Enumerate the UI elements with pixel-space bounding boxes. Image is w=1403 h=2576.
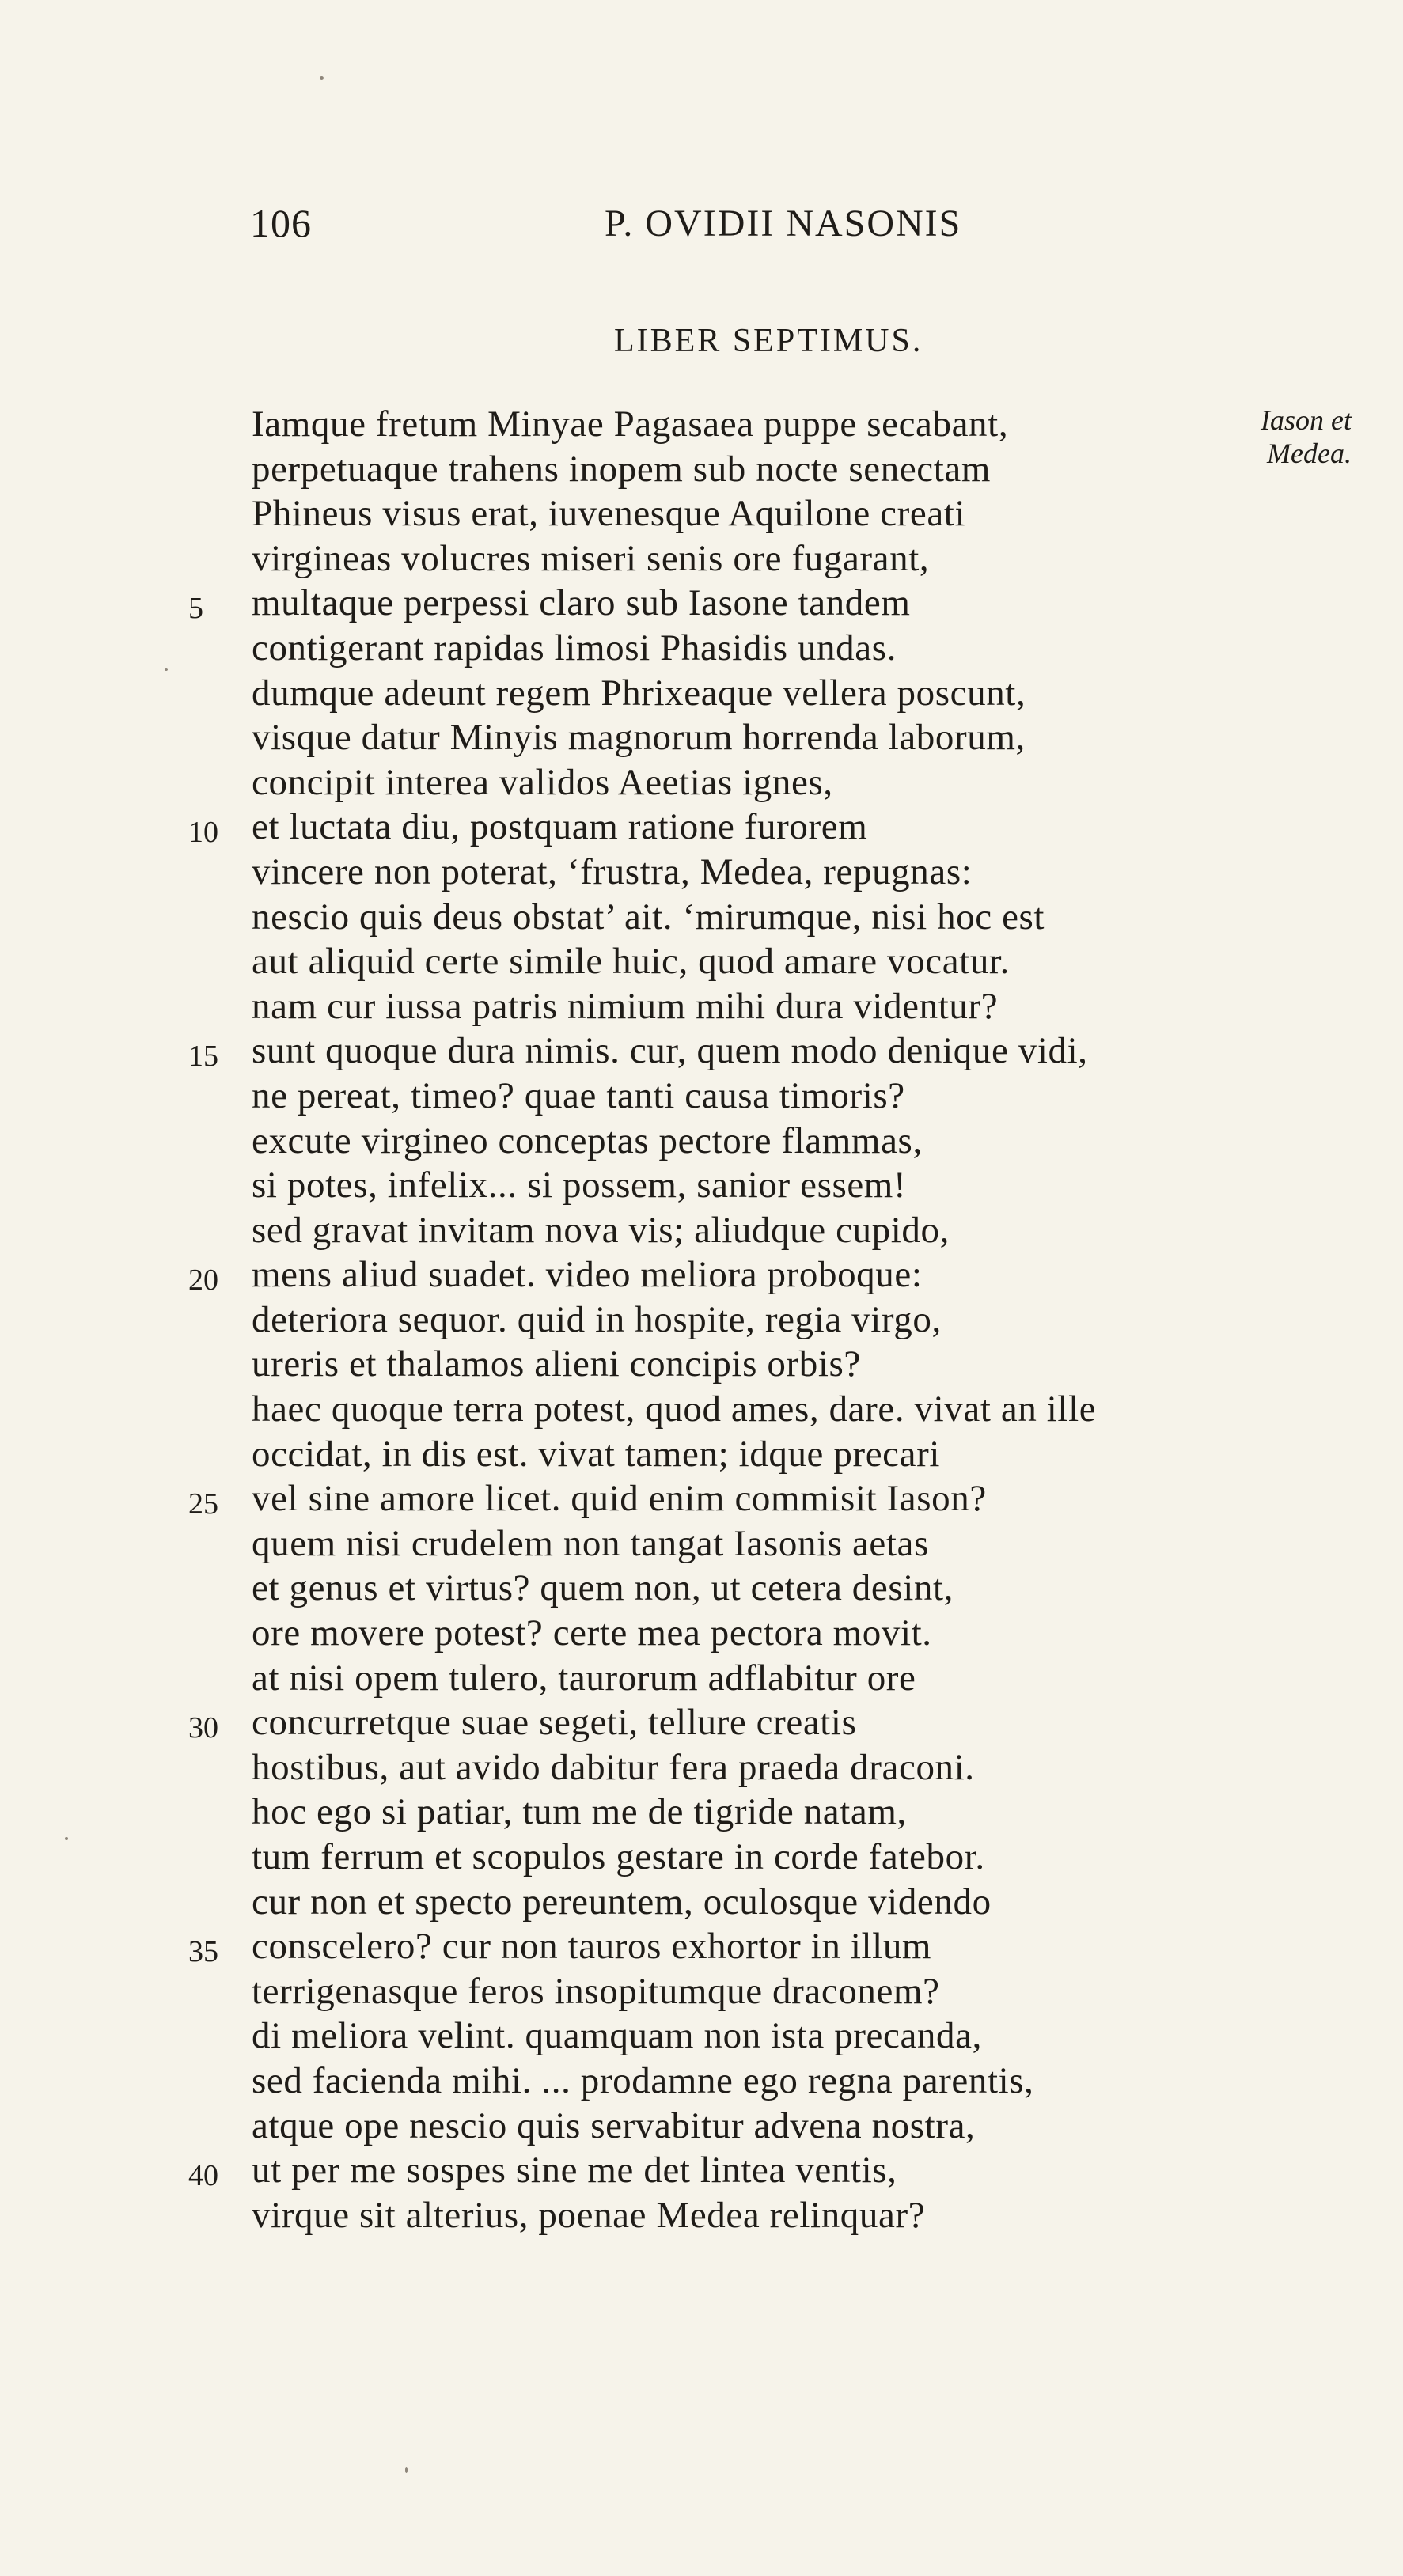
margin-note-line: Iason et bbox=[1261, 404, 1352, 436]
verse-line bbox=[0, 536, 1403, 581]
line-number: 10 bbox=[188, 816, 218, 850]
verse-text: si potes, infelix... si possem, sanior essem! bbox=[252, 1165, 907, 1207]
verse-line bbox=[0, 1476, 1403, 1521]
verse-line bbox=[0, 626, 1403, 671]
verse-line bbox=[0, 402, 1403, 447]
line-number: 5 bbox=[188, 592, 203, 626]
poem-text bbox=[0, 402, 1403, 2237]
verse-line bbox=[0, 2193, 1403, 2238]
verse-line bbox=[0, 895, 1403, 940]
verse-text: deteriora sequor. quid in hospite, regia virgo, bbox=[252, 1298, 942, 1340]
verse-line bbox=[0, 805, 1403, 850]
verse-text: sunt quoque dura nimis. cur, quem modo denique vidi, bbox=[252, 1030, 1088, 1072]
work-title: P. OVIDII NASONIS bbox=[605, 203, 962, 244]
verse-line bbox=[0, 447, 1403, 492]
verse-text: at nisi opem tulero, taurorum adflabitur ore bbox=[252, 1657, 916, 1699]
line-number: 40 bbox=[188, 2159, 218, 2193]
verse-line bbox=[0, 715, 1403, 760]
verse-text: Iamque fretum Minyae Pagasaea puppe secabant, bbox=[252, 403, 1009, 445]
book-title: LIBER SEPTIMUS. bbox=[614, 323, 923, 359]
paper-speck bbox=[405, 2467, 408, 2473]
verse-text: dumque adeunt regem Phrixeaque vellera poscunt, bbox=[252, 672, 1026, 714]
line-number: 35 bbox=[188, 1935, 218, 1969]
verse-line bbox=[0, 1611, 1403, 1656]
verse-text: mens aliud suadet. video meliora proboque: bbox=[252, 1254, 923, 1296]
verse-text: multaque perpessi claro sub Iasone tandem bbox=[252, 582, 911, 624]
verse-line bbox=[0, 1521, 1403, 1566]
verse-text: Phineus visus erat, iuvenesque Aquilone creati bbox=[252, 493, 966, 535]
verse-text: occidat, in dis est. vivat tamen; idque precari bbox=[252, 1433, 940, 1475]
verse-text: virgineas volucres miseri senis ore fugarant, bbox=[252, 537, 930, 579]
verse-text: atque ope nescio quis servabitur advena nostra, bbox=[252, 2104, 976, 2146]
verse-text: perpetuaque trahens inopem sub nocte senectam bbox=[252, 448, 992, 490]
verse-text: ne pereat, timeo? quae tanti causa timoris? bbox=[252, 1074, 905, 1116]
verse-line bbox=[0, 1790, 1403, 1835]
verse-text: terrigenasque feros insopitumque draconem? bbox=[252, 1970, 940, 2012]
verse-text: sed gravat invitam nova vis; aliudque cupido, bbox=[252, 1209, 950, 1251]
verse-text: aut aliquid certe simile huic, quod amare vocatur. bbox=[252, 941, 1010, 983]
verse-text: vel sine amore licet. quid enim commisit Iason? bbox=[252, 1478, 987, 1520]
paper-speck bbox=[320, 76, 324, 80]
verse-line bbox=[0, 760, 1403, 805]
verse-line bbox=[0, 1029, 1403, 1074]
verse-line bbox=[0, 1163, 1403, 1208]
verse-text: tum ferrum et scopulos gestare in corde fatebor. bbox=[252, 1836, 985, 1877]
verse-line bbox=[0, 491, 1403, 536]
line-number: 20 bbox=[188, 1263, 218, 1297]
verse-text: concipit interea validos Aeetias ignes, bbox=[252, 761, 833, 803]
line-number: 15 bbox=[188, 1040, 218, 1074]
page-number: 106 bbox=[250, 201, 312, 245]
verse-text: et luctata diu, postquam ratione furorem bbox=[252, 806, 868, 848]
verse-text: ore movere potest? certe mea pectora movit. bbox=[252, 1612, 932, 1654]
verse-text: contigerant rapidas limosi Phasidis undas. bbox=[252, 627, 897, 669]
verse-line bbox=[0, 1074, 1403, 1119]
verse-text: et genus et virtus? quem non, ut cetera desint, bbox=[252, 1567, 954, 1609]
verse-line bbox=[0, 671, 1403, 716]
verse-line bbox=[0, 581, 1403, 626]
verse-line bbox=[0, 1880, 1403, 1925]
verse-line bbox=[0, 2013, 1403, 2059]
verse-text: visque datur Minyis magnorum horrenda laborum, bbox=[252, 717, 1026, 759]
running-head bbox=[0, 0, 1403, 301]
verse-text: nescio quis deus obstat’ ait. ‘mirumque, nisi hoc est bbox=[252, 896, 1045, 938]
verse-text: haec quoque terra potest, quod ames, dare. vivat an ille bbox=[252, 1388, 1097, 1430]
verse-text: sed facienda mihi. ... prodamne ego regna parentis, bbox=[252, 2059, 1034, 2101]
verse-line bbox=[0, 1745, 1403, 1790]
verse-line bbox=[0, 1297, 1403, 1343]
verse-text: hoc ego si patiar, tum me de tigride natam, bbox=[252, 1791, 907, 1833]
verse-line bbox=[0, 2148, 1403, 2193]
verse-line bbox=[0, 1566, 1403, 1611]
verse-line bbox=[0, 1924, 1403, 1969]
verse-line bbox=[0, 1656, 1403, 1701]
verse-line bbox=[0, 939, 1403, 984]
paper-speck bbox=[65, 1837, 68, 1840]
verse-text: vincere non poterat, ‘frustra, Medea, repugnas: bbox=[252, 850, 973, 892]
verse-text: ut per me sospes sine me det lintea ventis, bbox=[252, 2150, 897, 2191]
verse-line bbox=[0, 1835, 1403, 1880]
verse-text: concurretque suae segeti, tellure creatis bbox=[252, 1702, 857, 1744]
verse-text: excute virgineo conceptas pectore flammas, bbox=[252, 1119, 923, 1161]
verse-line bbox=[0, 2104, 1403, 2149]
verse-text: conscelero? cur non tauros exhortor in illum bbox=[252, 1926, 932, 1968]
verse-text: nam cur iussa patris nimium mihi dura videntur? bbox=[252, 985, 999, 1027]
verse-line bbox=[0, 1387, 1403, 1432]
verse-line bbox=[0, 1969, 1403, 2014]
line-number: 30 bbox=[188, 1711, 218, 1745]
paper-speck bbox=[165, 668, 168, 671]
verse-text: cur non et specto pereuntem, oculosque videndo bbox=[252, 1881, 992, 1923]
line-number: 25 bbox=[188, 1487, 218, 1521]
verse-line bbox=[0, 850, 1403, 895]
verse-line bbox=[0, 1119, 1403, 1164]
verse-text: di meliora velint. quamquam non ista precanda, bbox=[252, 2015, 982, 2057]
verse-line bbox=[0, 1342, 1403, 1387]
verse-text: hostibus, aut avido dabitur fera praeda draconi. bbox=[252, 1746, 975, 1788]
verse-text: quem nisi crudelem non tangat Iasonis aetas bbox=[252, 1522, 929, 1564]
margin-note-line: Medea. bbox=[1267, 438, 1352, 469]
verse-line bbox=[0, 2059, 1403, 2104]
verse-line bbox=[0, 1252, 1403, 1297]
verse-text: ureris et thalamos alieni concipis orbis? bbox=[252, 1343, 861, 1385]
verse-line bbox=[0, 1432, 1403, 1477]
verse-line bbox=[0, 984, 1403, 1029]
verse-line bbox=[0, 1208, 1403, 1253]
verse-text: virque sit alterius, poenae Medea relinquar? bbox=[252, 2194, 926, 2236]
verse-line bbox=[0, 1700, 1403, 1745]
